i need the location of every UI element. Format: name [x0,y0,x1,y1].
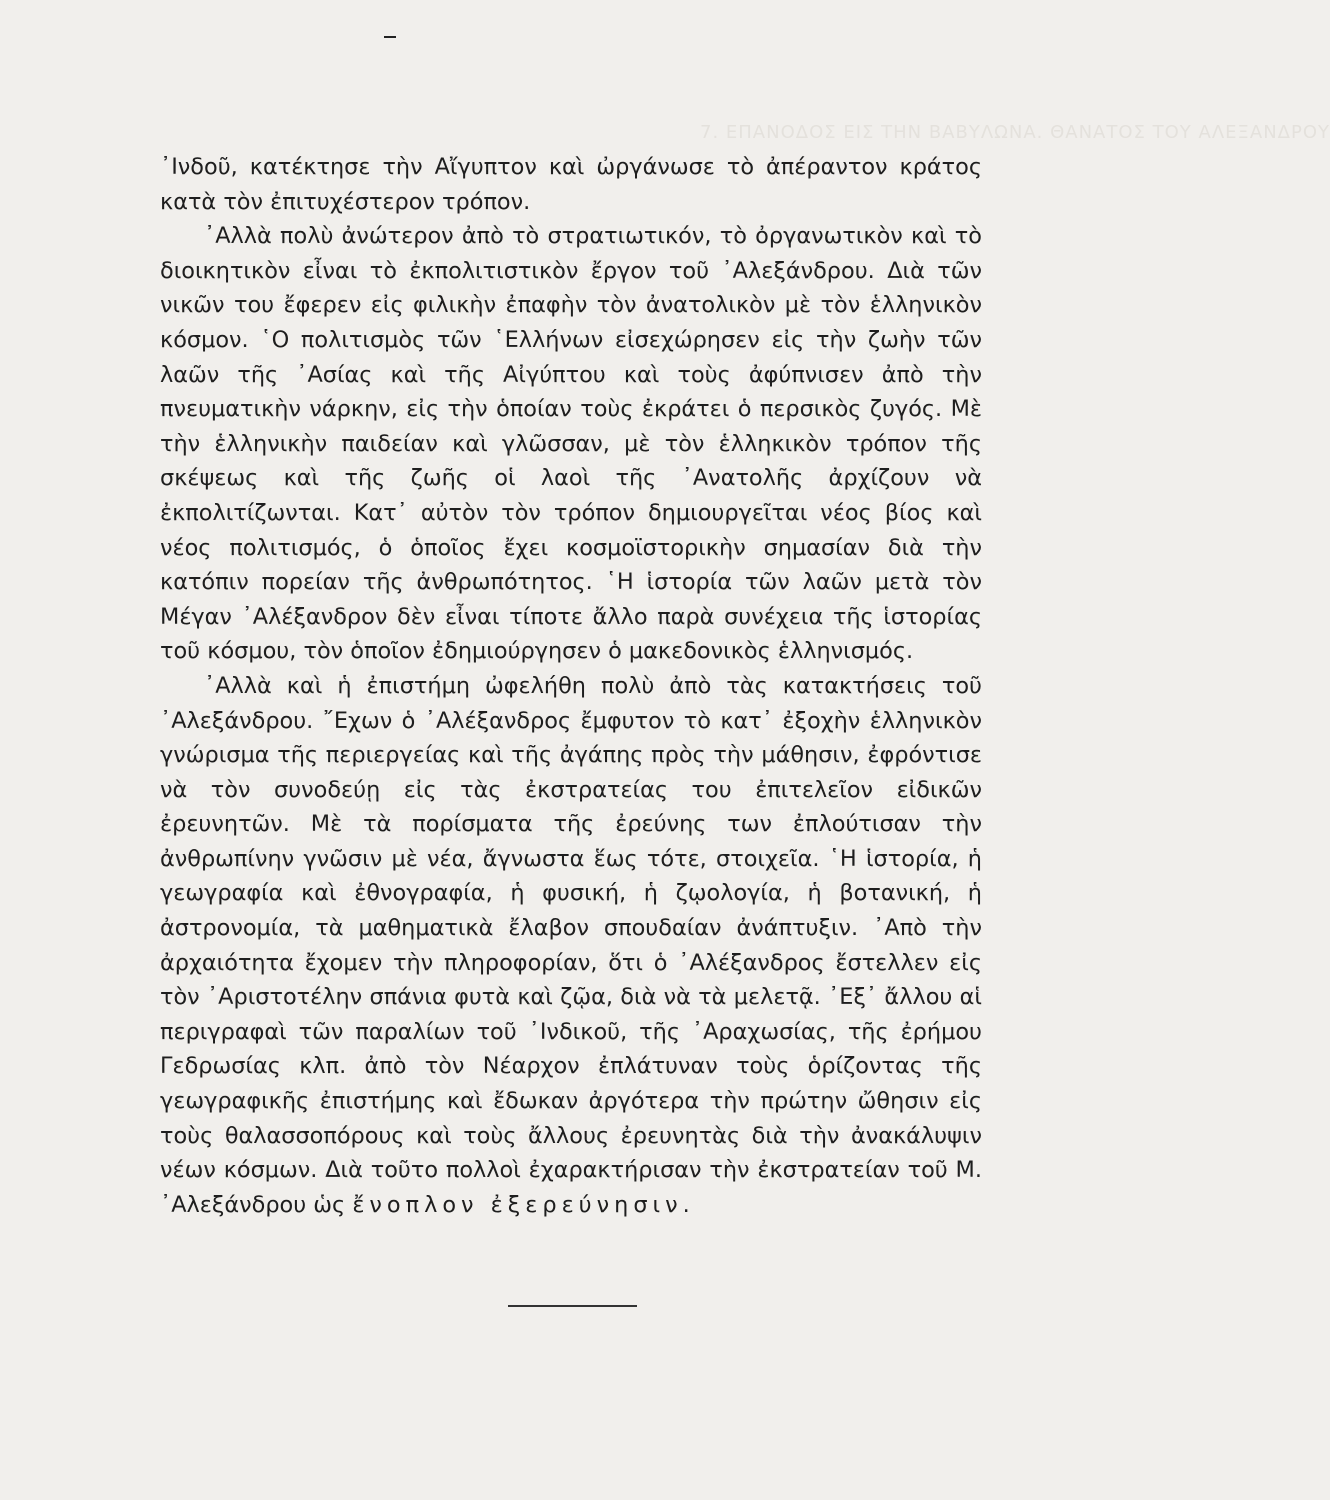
end-rule [508,1305,637,1307]
paragraph-2: ᾿Αλλὰ πολὺ ἀνώτερον ἀπὸ τὸ στρατιωτικόν, τὸ ὀργανωτικὸν καὶ τὸ διοικητικὸν εἶναι τὸ ἐκπολιτιστικὸν ἔργον τοῦ ᾿Αλεξάνδρου. Διὰ τῶν νικῶν του ἔφερεν εἰς φιλικὴν ἐπαφὴν τὸν ἀνατολικὸν μὲ τὸν ἑλληνικὸν κόσμον. ῾Ο πολιτισμὸς τῶν ῾Ελλήνων εἰσεχώρησεν εἰς τὴν ζωὴν τῶν λαῶν τῆς ᾿Ασίας καὶ τῆς Αἰγύπτου καὶ τοὺς ἀφύπνισεν ἀπὸ τὴν πνευματικὴν νάρκην, εἰς τὴν ὁποίαν τοὺς ἐκράτει ὁ περσικὸς ζυγός. Μὲ τὴν ἑλληνικὴν παιδείαν καὶ γλῶσσαν, μὲ τὸν ἑλληκικὸν τρόπον τῆς σκέψεως καὶ τῆς ζωῆς οἱ λαοὶ τῆς ᾿Ανατολῆς ἀρχίζουν νὰ ἐκπολιτίζωνται. Κατ᾿ αὐτὸν τὸν τρόπον δημιουργεῖται νέος βίος καὶ νέος πολιτισμός, ὁ ὁποῖος ἔχει κοσμοϊστορικὴν σημασίαν διὰ τὴν κατόπιν πορείαν τῆς ἀνθρωπότητος. ῾Η ἱστορία τῶν λαῶν μετὰ τὸν Μέγαν ᾿Αλέξανδρον δὲν εἶναι τίποτε ἄλλο παρὰ συνέχεια τῆς ἱστορίας τοῦ κόσμου, τὸν ὁποῖον ἐδημιούργησεν ὁ μακεδονικὸς ἑλληνισμός. [160,223,982,665]
print-mark [384,36,396,38]
body-text [160,150,982,1222]
paragraph-3-text: ᾿Αλλὰ καὶ ἡ ἐπιστήμη ὠφελήθη πολὺ ἀπὸ τὰς κατακτήσεις τοῦ ᾿Αλεξάνδρου. ῎Εχων ὁ ᾿Αλέξανδρος ἔμφυτον τὸ κατ᾿ ἐξοχὴν ἑλληνικὸν γνώρισμα τῆς περιεργείας καὶ τῆς ἀγάπης πρὸς τὴν μάθησιν, ἐφρόντισε νὰ τὸν συνοδεύῃ εἰς τὰς ἐκστρατείας του ἐπιτελεῖον εἰδικῶν ἐρευνητῶν. Μὲ τὰ πορίσματα τῆς ἐρεύνης των ἐπλούτισαν τὴν ἀνθρωπίνην γνῶσιν μὲ νέα, ἄγνωστα ἕως τότε, στοιχεῖα. ῾Η ἱστορία, ἡ γεωγραφία καὶ ἐθνογραφία, ἡ φυσική, ἡ ζῳολογία, ἡ βοτανική, ἡ ἀστρονομία, τὰ μαθηματικὰ ἔλαβον σπουδαίαν ἀνάπτυξιν. ᾿Απὸ τὴν ἀρχαιότητα ἔχομεν τὴν πληροφορίαν, ὅτι ὁ ᾿Αλέξανδρος ἔστελλεν εἰς τὸν ᾿Αριστοτέλην σπάνια φυτὰ καὶ ζῷα, διὰ νὰ τὰ μελετᾷ. ᾿Εξ᾿ ἄλλου αἱ περιγραφαὶ τῶν παραλίων τοῦ ᾿Ινδικοῦ, τῆς ᾿Αραχωσίας, τῆς ἐρήμου Γεδρωσίας κλπ. ἀπὸ τὸν Νέαρχον ἐπλάτυναν τοὺς ὁρίζοντας τῆς γεωγραφικῆς ἐπιστήμης καὶ ἔδωκαν ἀργότερα τὴν πρώτην ὤθησιν εἰς τοὺς θαλασσοπόρους καὶ τοὺς ἄλλους ἐρευνητὰς διὰ τὴν ἀνακάλυψιν νέων κόσμων. Διὰ τοῦτο πολλοὶ ἐχαρακτήρισαν τὴν ἐκστρατείαν τοῦ Μ. ᾿Αλεξάνδρου ὡς [160,672,982,1218]
paragraph-1: ᾿Ινδοῦ, κατέκτησε τὴν Αἴγυπτον καὶ ὠργάνωσε τὸ ἀπέραντον κράτος κατὰ τὸν ἐπιτυχέστερον τρόπον. [160,154,982,215]
spaced-emphasis: ἔνοπλον ἐξερεύνησιν [352,1191,683,1218]
paragraph-3-end: . [682,1191,690,1218]
bleed-through-header: 7. ΕΠΑΝΟΔΟΣ ΕΙΣ ΤΗΝ ΒΑΒΥΛΩΝΑ. ΘΑΝΑΤΟΣ ΤΟΥ ΑΛΕΞΑΝΔΡΟΥ [700,122,1330,143]
paragraph-3 [160,669,982,1223]
